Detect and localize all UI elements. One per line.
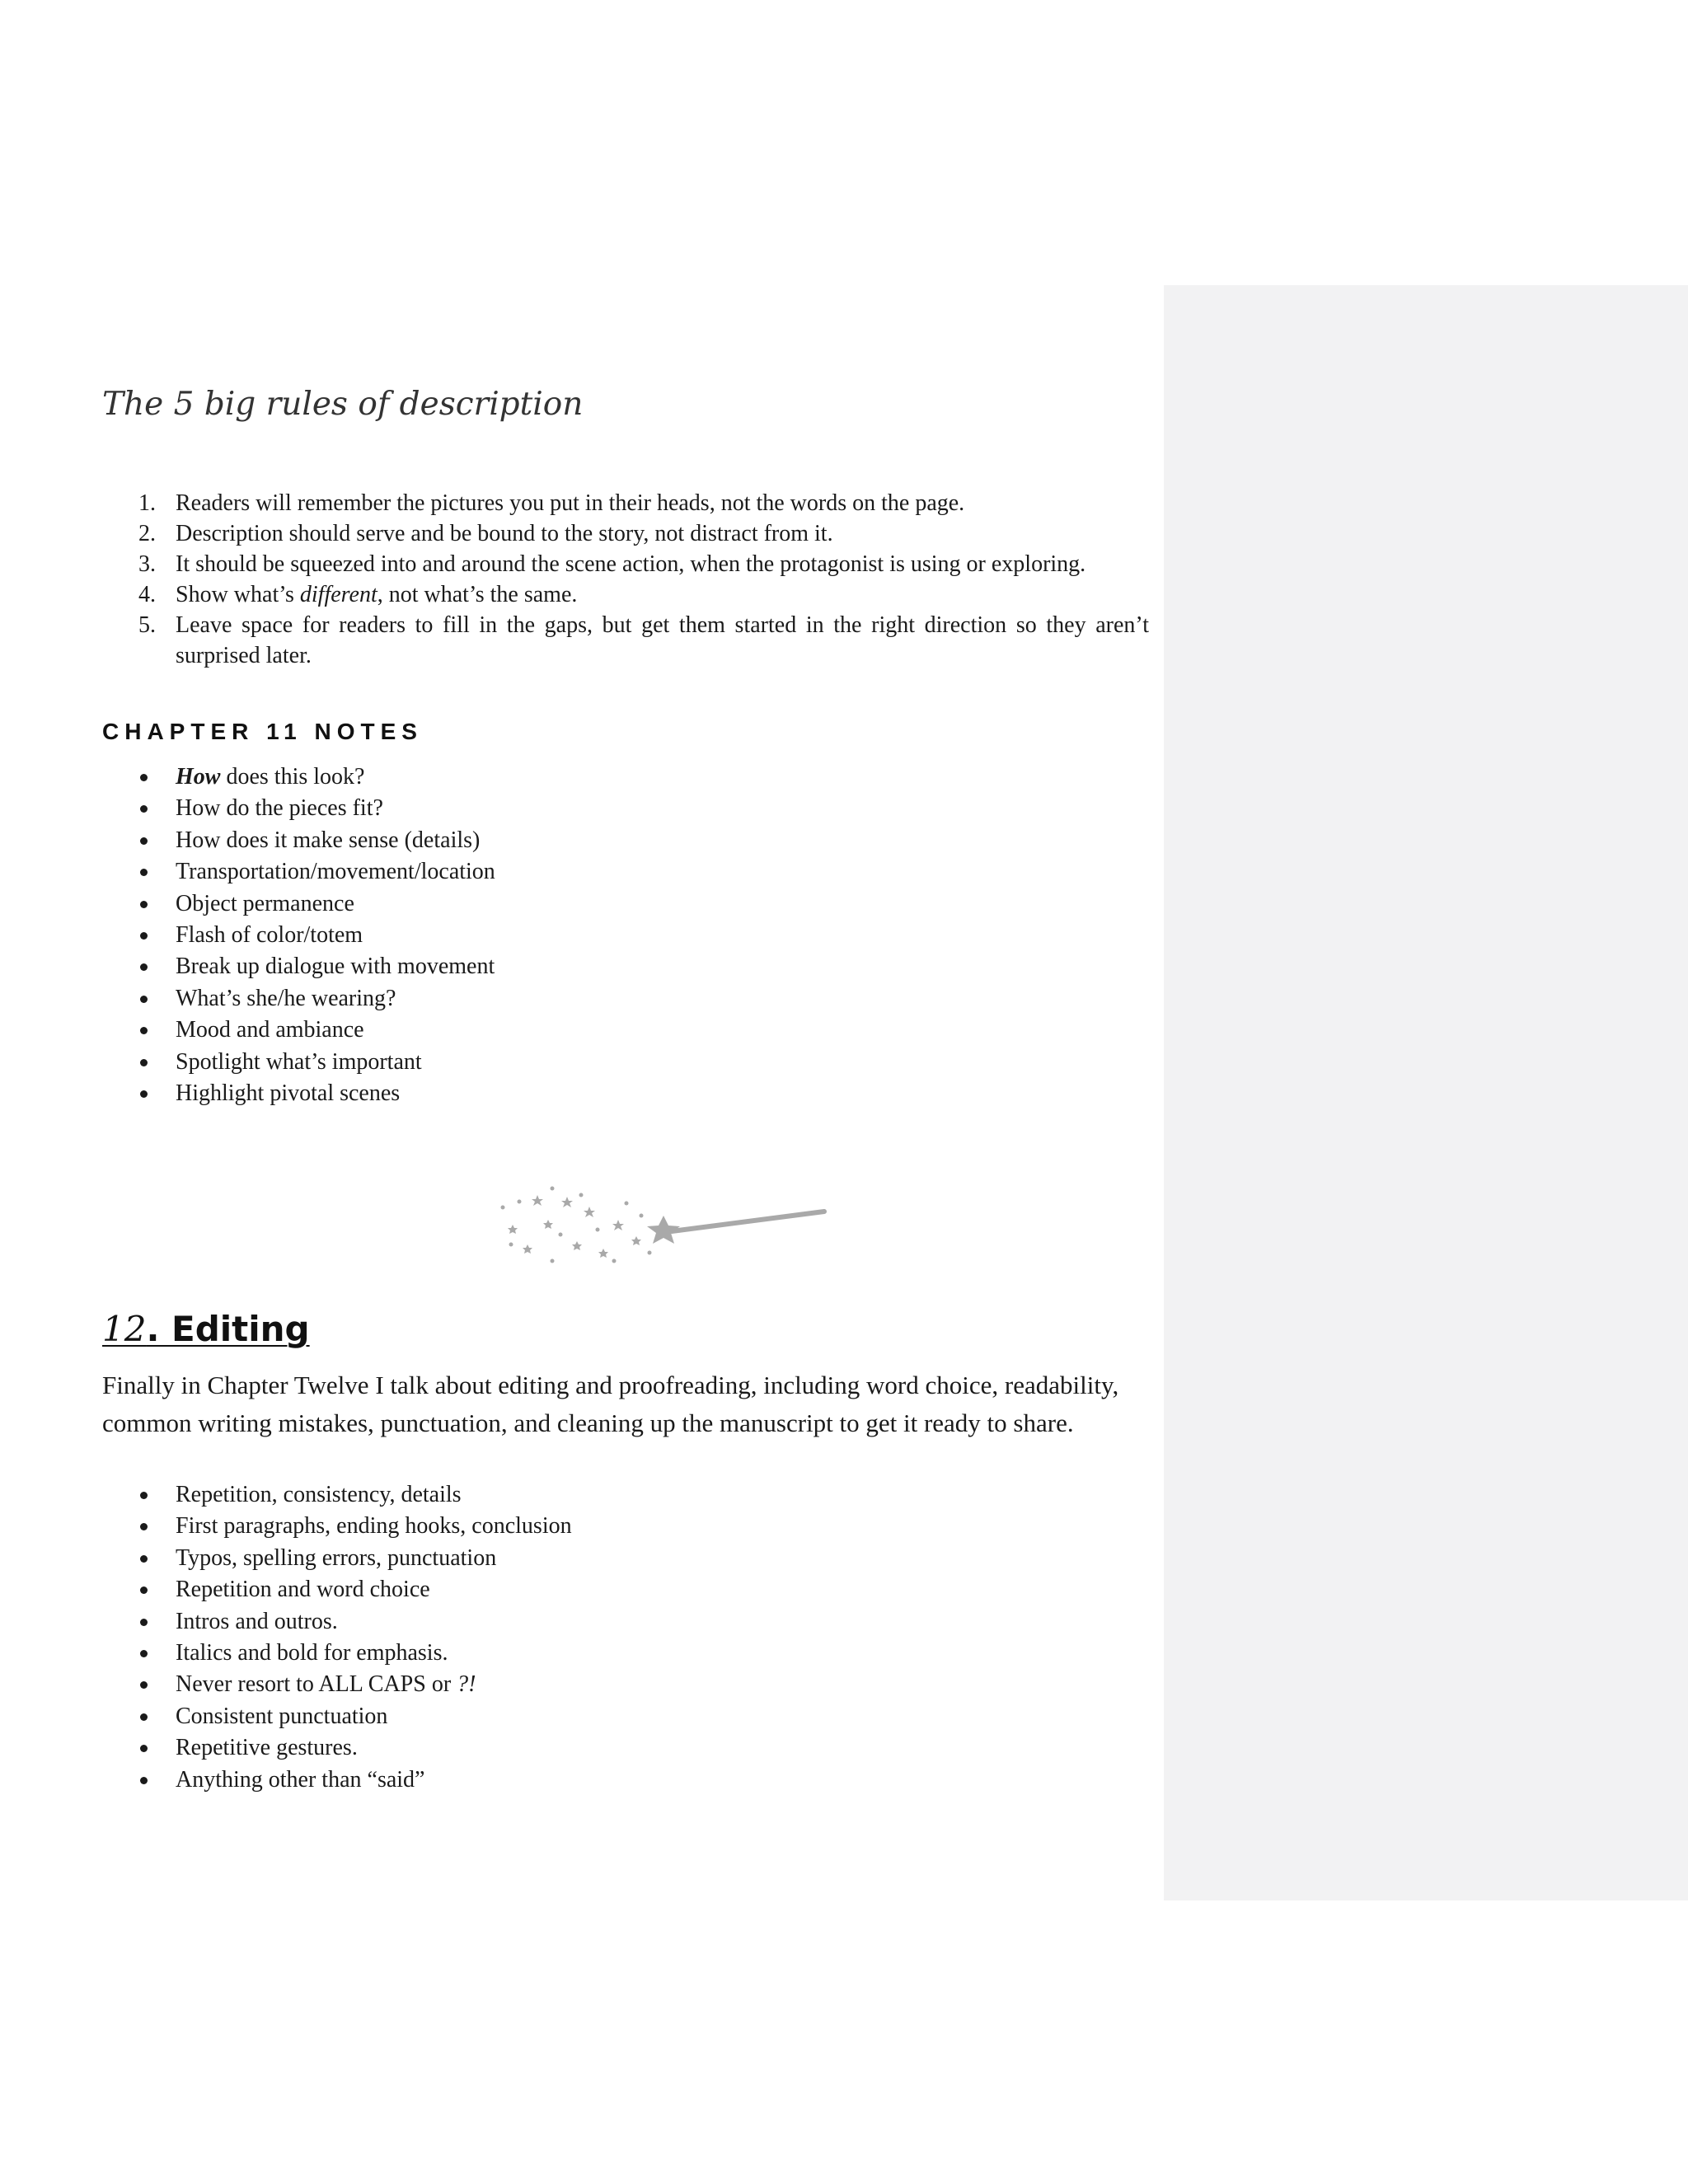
star-shape (612, 1220, 624, 1230)
list-number: 2. (138, 521, 156, 546)
list-item-text: Transportation/movement/location (176, 859, 495, 885)
list-item (102, 1701, 1149, 1732)
list-item (102, 579, 1149, 610)
list-item-text: Flash of color/totem (176, 922, 363, 949)
list-item (102, 518, 1149, 549)
list-item (102, 1543, 1149, 1574)
star-shape (508, 1225, 518, 1234)
bullet-icon (140, 1059, 148, 1066)
bullet-icon (140, 869, 148, 876)
list-number: 5. (138, 612, 156, 638)
star-shape (572, 1241, 582, 1250)
emphasis-text: How (176, 764, 221, 790)
list-item (102, 920, 1149, 951)
bullet-icon (140, 1777, 148, 1784)
bullet-icon (140, 1586, 148, 1594)
bullet-icon (140, 1619, 148, 1626)
star-shape (598, 1249, 608, 1258)
list-item (102, 1765, 1149, 1796)
list-item (102, 1479, 1149, 1511)
list-number: 3. (138, 551, 156, 577)
list-item-text: How do the pieces fit? (176, 795, 383, 822)
list-item-text: Show what’s (176, 582, 300, 607)
bullet-icon (140, 1713, 148, 1721)
bullet-icon (140, 1745, 148, 1752)
list-item (102, 1574, 1149, 1605)
magic-wand-icon (420, 1179, 832, 1277)
list-item-text: Never resort to ALL CAPS or (176, 1671, 457, 1698)
list-item-text: Leave space for readers to fill in the gaps, but get them started in the right direction so they aren’t surprised later. (176, 612, 1149, 668)
star-shape (631, 1236, 641, 1245)
list-item-text: does this look? (220, 764, 365, 790)
list-item (102, 793, 1149, 824)
list-item-text: It should be squeezed into and around the scene action, when the protagonist is using or exploring. (176, 551, 1086, 577)
list-item-text: , not what’s the same. (377, 582, 578, 607)
editing-paragraph: Finally in Chapter Twelve I talk about editing and proofreading, including word choice, readability, common writing mistakes, punctuation, and cleaning up the manuscript to get it ready to share. (102, 1371, 1119, 1437)
list-item-text: Anything other than “said” (176, 1766, 425, 1793)
editing-list (102, 1479, 1149, 1796)
list-number: 4. (138, 582, 156, 607)
bullet-icon (140, 1492, 148, 1499)
list-item (102, 856, 1149, 888)
list-item-text: Highlight pivotal scenes (176, 1080, 401, 1107)
list-item (102, 1732, 1149, 1764)
emphasis-text: ?! (457, 1671, 476, 1698)
bullet-icon (140, 805, 148, 813)
list-item-text: Intros and outros. (176, 1608, 338, 1634)
bullet-icon (140, 1555, 148, 1563)
list-item (102, 1015, 1149, 1046)
list-item (102, 983, 1149, 1015)
list-item (102, 1047, 1149, 1078)
list-item (102, 1511, 1149, 1542)
bullet-icon (140, 1681, 148, 1689)
list-item (102, 888, 1149, 920)
list-item (102, 1638, 1149, 1669)
star-shape (532, 1195, 543, 1206)
rules-list (102, 488, 1149, 671)
list-item (102, 951, 1149, 982)
bullet-icon (140, 932, 148, 940)
list-item-text: Consistent punctuation (176, 1703, 388, 1729)
notes-heading: CHAPTER 11 NOTES (102, 719, 423, 744)
list-item-text: Typos, spelling errors, punctuation (176, 1544, 497, 1571)
list-item-text: Object permanence (176, 890, 354, 916)
rules-heading: The 5 big rules of description (102, 386, 584, 423)
chapter-heading (102, 1309, 310, 1350)
list-item (102, 762, 1149, 793)
list-item (102, 488, 1149, 518)
list-item (102, 825, 1149, 856)
list-item (102, 1669, 1149, 1700)
list-item (102, 1078, 1149, 1109)
comment-sidebar-panel (1164, 285, 1688, 1900)
list-item-text: Italics and bold for emphasis. (176, 1640, 448, 1666)
bullet-icon (140, 837, 148, 845)
list-item-text: Repetitive gestures. (176, 1735, 358, 1761)
wand-stick (672, 1212, 824, 1231)
emphasis-text: different (299, 582, 377, 607)
bullet-icon (140, 1027, 148, 1034)
list-item-text: How does it make sense (details) (176, 827, 481, 853)
star-shape (584, 1207, 595, 1217)
list-item (102, 1606, 1149, 1638)
bullet-icon (140, 996, 148, 1003)
bullet-icon (140, 963, 148, 971)
list-number: 1. (138, 490, 156, 516)
list-item (102, 549, 1149, 579)
bullet-icon (140, 901, 148, 908)
star-shape (543, 1220, 553, 1229)
list-item-text: Mood and ambiance (176, 1017, 364, 1043)
list-item-text: First paragraphs, ending hooks, conclusion (176, 1513, 572, 1540)
list-item-text: Repetition, consistency, details (176, 1482, 462, 1507)
bullet-icon (140, 1650, 148, 1657)
list-item-text: Repetition and word choice (176, 1577, 430, 1603)
chapter-number: 12 (102, 1309, 147, 1349)
list-item-text: Break up dialogue with movement (176, 954, 495, 980)
bullet-icon (140, 1090, 148, 1098)
list-item (102, 610, 1149, 671)
star-shape (561, 1197, 573, 1207)
list-item-text: Readers will remember the pictures you put in their heads, not the words on the page. (176, 490, 965, 516)
list-item-text: What’s she/he wearing? (176, 985, 396, 1011)
list-item-text: Spotlight what’s important (176, 1048, 422, 1075)
list-item-text: Description should serve and be bound to the story, not distract from it. (176, 521, 833, 546)
bullet-icon (140, 1523, 148, 1530)
bullet-icon (140, 774, 148, 781)
star-shape (523, 1244, 532, 1254)
chapter-title: . Editing (146, 1309, 310, 1349)
notes-list (102, 762, 1149, 1109)
